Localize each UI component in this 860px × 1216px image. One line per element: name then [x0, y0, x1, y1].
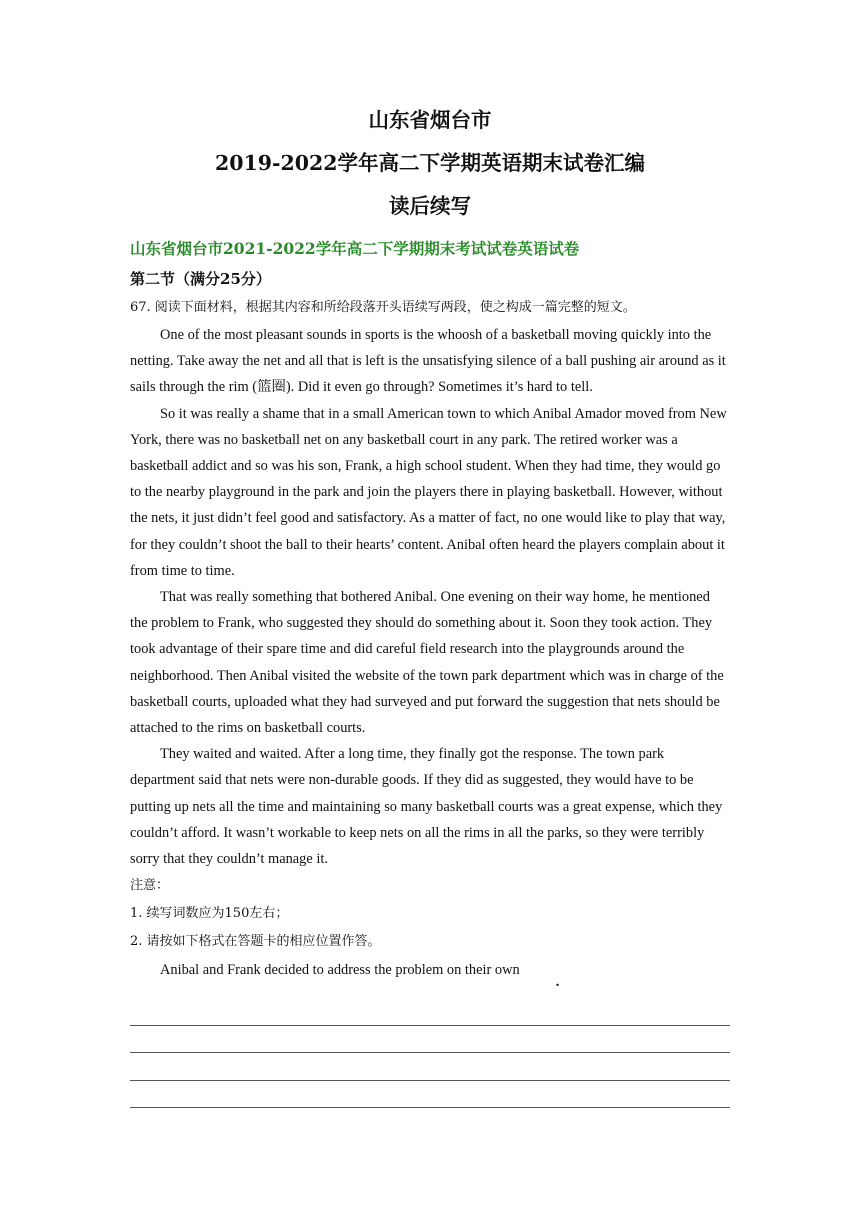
- continuation-prompt: [130, 956, 730, 991]
- answer-line[interactable]: [130, 998, 730, 1026]
- passage-paragraph-4: They waited and waited. After a long time, they finally got the response. The town park department said that nets were non-durable goods. If they did as suggested, they would have to be putting up nets all the time and maintaining so many basketball courts was a great expense, which they couldn’t afford. It wasn’t workable to keep nets on all the rims in all the parks, so they were terribly sorry that they couldn’t manage it.: [130, 746, 723, 868]
- title-region: 山东省烟台市: [368, 108, 492, 132]
- question-instruction: 67. 阅读下面材料，根据其内容和所给段落开头语续写两段，使之构成一篇完整的短文。: [130, 300, 636, 315]
- document-page: [130, 100, 730, 1108]
- passage-paragraph-1: One of the most pleasant sounds in sports is the whoosh of a basketball moving quickly into the netting. Take away the net and all that is left is the unsatisfying silence of a ball pushing air around as it sails through the rim (篮圈). Did it even go through? Sometimes it’s hard to tell.: [130, 327, 726, 396]
- answer-line[interactable]: [130, 1053, 730, 1081]
- title-task-type: 读后续写: [389, 194, 471, 218]
- answer-line[interactable]: [130, 1081, 730, 1109]
- passage-paragraph-3: That was really something that bothered Anibal. One evening on their way home, he mentioned the problem to Frank, who suggested they should do something about it. Soon they took action. They took advantage of their spare time and did careful field research into the playgrounds around the neighborhood. Then Anibal visited the website of the town park department which was in charge of the basketball courts, uploaded what they had surveyed and put forward the suggestion that nets should be attached to the rims on basketball courts.: [130, 589, 724, 737]
- section-heading: 第二节（满分25分）: [130, 270, 271, 288]
- answer-lines: [130, 998, 730, 1108]
- continuation-prompt-text: Anibal and Frank decided to address the problem on their own: [160, 962, 520, 979]
- source-exam-title: 山东省烟台市2021-2022学年高二下学期期末考试试卷英语试卷: [130, 239, 580, 258]
- title-exam-compilation: 2019-2022学年高二下学期英语期末试卷汇编: [214, 151, 646, 175]
- passage-paragraph-2: So it was really a shame that in a small American town to which Anibal Amador moved from New York, there was no basketball net on any basketball court in any park. The retired worker was a basketball addict and so was his son, Frank, a high school student. When they had time, they would go to the nearby playground in the park and join the players there in playing basketball. However, without the nets, it just didn’t feel good and satisfactory. As a matter of fact, no one would like to play that way, for they couldn’t shoot the ball to their hearts’ content. Anibal often heard the players complain about it from time to time.: [130, 405, 727, 579]
- notes-heading: 注意：: [130, 878, 170, 894]
- note-item-2: 2. 请按如下格式在答题卡的相应位置作答。: [130, 934, 381, 950]
- answer-line[interactable]: [130, 1026, 730, 1054]
- note-item-1: 1. 续写词数应为150左右；: [130, 906, 289, 922]
- continuation-prompt-mark: .: [555, 974, 560, 991]
